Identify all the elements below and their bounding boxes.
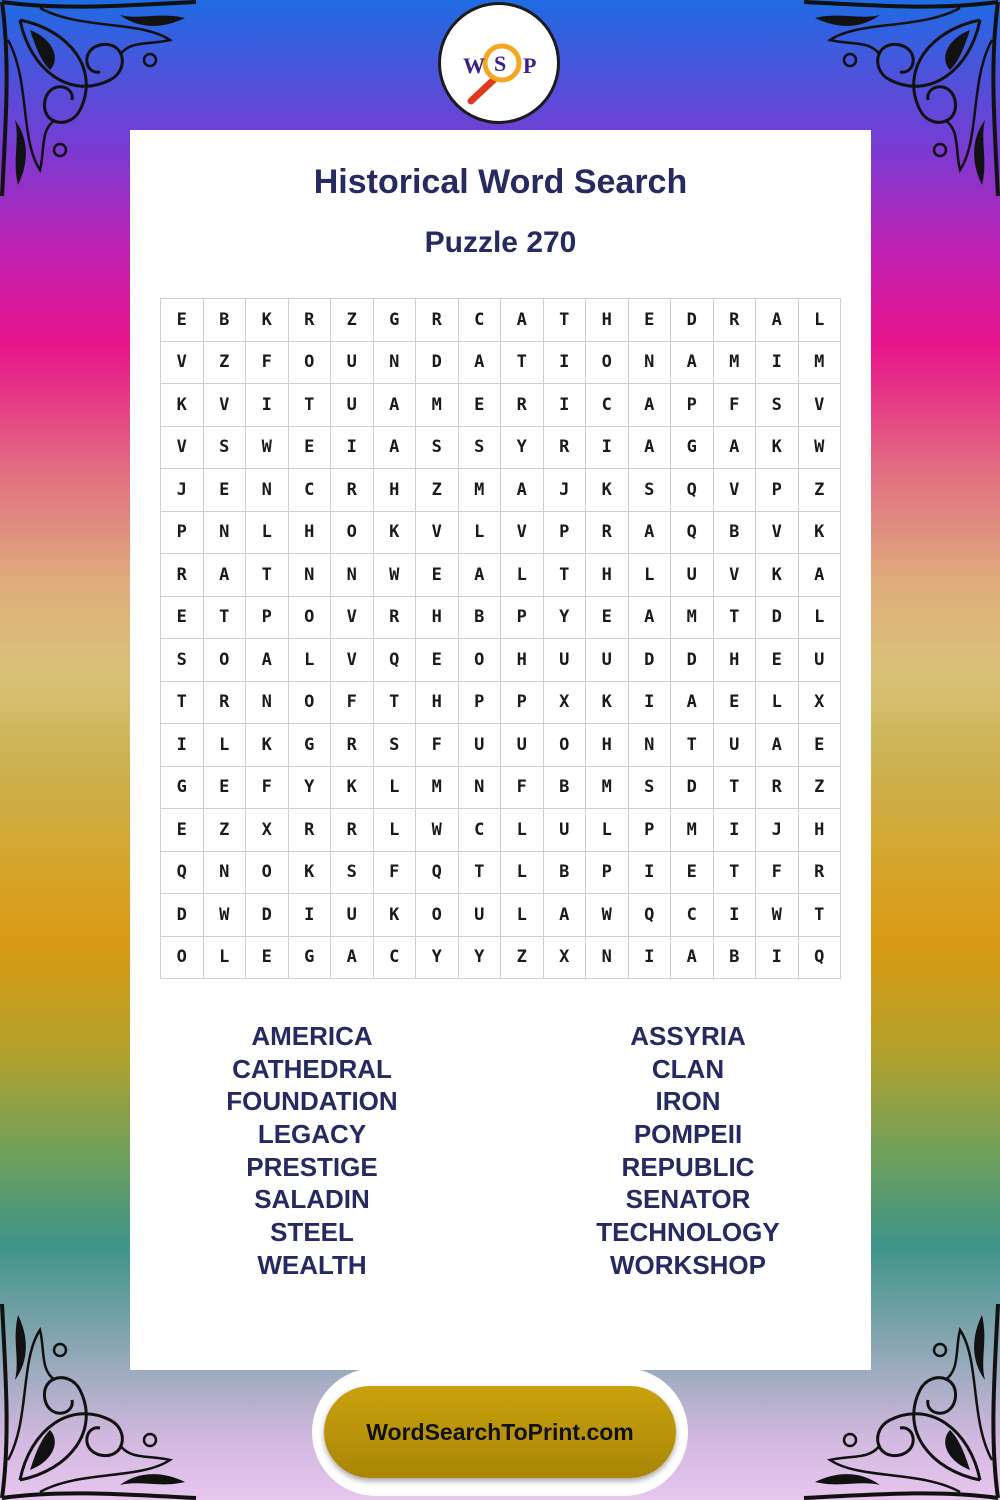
grid-cell[interactable]: V bbox=[713, 554, 756, 597]
grid-cell[interactable]: R bbox=[203, 681, 246, 724]
grid-cell[interactable]: E bbox=[203, 766, 246, 809]
grid-cell[interactable]: A bbox=[671, 341, 714, 384]
grid-cell[interactable]: N bbox=[203, 851, 246, 894]
grid-cell[interactable]: E bbox=[756, 639, 799, 682]
grid-cell[interactable]: K bbox=[373, 894, 416, 937]
grid-cell[interactable]: N bbox=[586, 936, 629, 979]
word-item: CATHEDRAL bbox=[232, 1053, 392, 1084]
grid-cell[interactable]: E bbox=[416, 554, 459, 597]
grid-cell[interactable]: I bbox=[628, 851, 671, 894]
grid-cell[interactable]: A bbox=[628, 426, 671, 469]
grid-cell[interactable]: H bbox=[586, 299, 629, 342]
grid-cell[interactable]: L bbox=[458, 511, 501, 554]
grid-cell[interactable]: B bbox=[458, 596, 501, 639]
grid-cell[interactable]: P bbox=[628, 809, 671, 852]
grid-cell[interactable]: L bbox=[373, 809, 416, 852]
puzzle-number: Puzzle 270 bbox=[424, 226, 577, 259]
grid-cell[interactable]: D bbox=[416, 341, 459, 384]
grid-cell[interactable]: M bbox=[671, 596, 714, 639]
grid-cell[interactable]: L bbox=[501, 851, 544, 894]
grid-cell[interactable]: U bbox=[543, 639, 586, 682]
grid-cell[interactable]: S bbox=[161, 639, 204, 682]
grid-cell[interactable]: J bbox=[543, 469, 586, 512]
grid-cell[interactable]: H bbox=[586, 554, 629, 597]
grid-row bbox=[161, 809, 841, 852]
grid-cell[interactable]: C bbox=[373, 936, 416, 979]
grid-cell[interactable]: O bbox=[203, 639, 246, 682]
grid-cell[interactable]: I bbox=[713, 894, 756, 937]
grid-cell[interactable]: W bbox=[203, 894, 246, 937]
grid-cell[interactable]: I bbox=[246, 384, 289, 427]
grid-cell[interactable]: P bbox=[161, 511, 204, 554]
grid-cell[interactable]: R bbox=[416, 299, 459, 342]
grid-cell[interactable]: X bbox=[246, 809, 289, 852]
grid-cell[interactable]: O bbox=[161, 936, 204, 979]
grid-cell[interactable]: M bbox=[671, 809, 714, 852]
grid-cell[interactable]: E bbox=[458, 384, 501, 427]
grid-cell[interactable]: K bbox=[586, 681, 629, 724]
word-item: FOUNDATION bbox=[226, 1086, 398, 1117]
grid-cell[interactable]: U bbox=[331, 384, 374, 427]
grid-cell[interactable]: L bbox=[798, 596, 841, 639]
grid-cell[interactable]: N bbox=[628, 341, 671, 384]
grid-cell[interactable]: T bbox=[713, 596, 756, 639]
grid-cell[interactable]: T bbox=[671, 724, 714, 767]
grid-cell[interactable]: L bbox=[501, 554, 544, 597]
grid-cell[interactable]: D bbox=[671, 299, 714, 342]
grid-cell[interactable]: W bbox=[798, 426, 841, 469]
puzzle-title: Historical Word Search bbox=[313, 163, 688, 201]
grid-cell[interactable]: O bbox=[331, 511, 374, 554]
grid-cell[interactable]: A bbox=[798, 554, 841, 597]
grid-cell[interactable]: H bbox=[586, 724, 629, 767]
grid-cell[interactable]: V bbox=[798, 384, 841, 427]
grid-cell[interactable]: M bbox=[416, 766, 459, 809]
grid-cell[interactable]: F bbox=[713, 384, 756, 427]
grid-cell[interactable]: F bbox=[331, 681, 374, 724]
grid-cell[interactable]: G bbox=[671, 426, 714, 469]
grid-cell[interactable]: A bbox=[458, 341, 501, 384]
grid-cell[interactable]: F bbox=[416, 724, 459, 767]
grid-cell[interactable]: Y bbox=[458, 936, 501, 979]
grid-cell[interactable]: E bbox=[628, 299, 671, 342]
grid-cell[interactable]: A bbox=[246, 639, 289, 682]
grid-cell[interactable]: D bbox=[756, 596, 799, 639]
grid-cell[interactable]: C bbox=[458, 299, 501, 342]
grid-cell[interactable]: H bbox=[798, 809, 841, 852]
grid-cell[interactable]: L bbox=[288, 639, 331, 682]
grid-cell[interactable]: L bbox=[586, 809, 629, 852]
grid-cell[interactable]: O bbox=[416, 894, 459, 937]
word-item: REPUBLIC bbox=[621, 1151, 755, 1182]
grid-cell[interactable]: N bbox=[203, 511, 246, 554]
grid-cell[interactable]: P bbox=[543, 511, 586, 554]
grid-cell[interactable]: R bbox=[331, 724, 374, 767]
grid-cell[interactable]: T bbox=[203, 596, 246, 639]
letter-grid bbox=[160, 298, 841, 979]
word-item: SENATOR bbox=[625, 1184, 751, 1215]
grid-cell[interactable]: E bbox=[246, 936, 289, 979]
grid-cell[interactable]: C bbox=[458, 809, 501, 852]
grid-cell[interactable]: E bbox=[288, 426, 331, 469]
grid-cell[interactable]: L bbox=[203, 936, 246, 979]
grid-cell[interactable]: P bbox=[586, 851, 629, 894]
grid-cell[interactable]: A bbox=[628, 384, 671, 427]
grid-cell[interactable]: P bbox=[501, 681, 544, 724]
grid-cell[interactable]: V bbox=[501, 511, 544, 554]
grid-cell[interactable]: K bbox=[586, 469, 629, 512]
grid-cell[interactable]: A bbox=[501, 469, 544, 512]
grid-cell[interactable]: S bbox=[628, 766, 671, 809]
grid-cell[interactable]: W bbox=[246, 426, 289, 469]
grid-cell[interactable]: M bbox=[458, 469, 501, 512]
grid-cell[interactable]: Q bbox=[671, 469, 714, 512]
grid-cell[interactable]: L bbox=[501, 809, 544, 852]
grid-cell[interactable]: K bbox=[246, 299, 289, 342]
grid-cell[interactable]: R bbox=[586, 511, 629, 554]
grid-cell[interactable]: S bbox=[628, 469, 671, 512]
grid-cell[interactable]: A bbox=[331, 936, 374, 979]
grid-cell[interactable]: U bbox=[458, 724, 501, 767]
grid-cell[interactable]: S bbox=[416, 426, 459, 469]
grid-cell[interactable]: E bbox=[203, 469, 246, 512]
grid-cell[interactable]: V bbox=[416, 511, 459, 554]
word-item: WORKSHOP bbox=[610, 1249, 766, 1280]
word-list-left bbox=[162, 1020, 462, 1282]
grid-cell[interactable]: Q bbox=[628, 894, 671, 937]
grid-cell[interactable]: L bbox=[246, 511, 289, 554]
word-list-right bbox=[538, 1020, 838, 1282]
grid-cell[interactable]: R bbox=[373, 596, 416, 639]
grid-cell[interactable]: U bbox=[501, 724, 544, 767]
magnifier-icon bbox=[441, 5, 557, 121]
grid-cell[interactable]: V bbox=[756, 511, 799, 554]
grid-cell[interactable]: I bbox=[586, 426, 629, 469]
grid-cell[interactable]: X bbox=[543, 681, 586, 724]
grid-cell[interactable]: P bbox=[501, 596, 544, 639]
grid-cell[interactable]: R bbox=[501, 384, 544, 427]
grid-cell[interactable]: T bbox=[458, 851, 501, 894]
logo-letter-p: P bbox=[523, 53, 537, 78]
grid-cell[interactable]: F bbox=[373, 851, 416, 894]
word-item: PRESTIGE bbox=[246, 1151, 378, 1182]
grid-cell[interactable]: H bbox=[416, 681, 459, 724]
word-item: ASSYRIA bbox=[630, 1021, 746, 1051]
grid-cell[interactable]: T bbox=[713, 766, 756, 809]
grid-cell[interactable]: A bbox=[373, 384, 416, 427]
grid-cell[interactable]: W bbox=[373, 554, 416, 597]
grid-cell[interactable]: R bbox=[288, 809, 331, 852]
word-item: WEALTH bbox=[257, 1249, 367, 1280]
grid-cell[interactable]: Y bbox=[501, 426, 544, 469]
grid-cell[interactable]: A bbox=[671, 681, 714, 724]
grid-cell[interactable]: F bbox=[246, 341, 289, 384]
grid-row bbox=[161, 596, 841, 639]
grid-cell[interactable]: U bbox=[543, 809, 586, 852]
grid-cell[interactable]: A bbox=[713, 426, 756, 469]
grid-cell[interactable]: R bbox=[543, 426, 586, 469]
grid-cell[interactable]: J bbox=[756, 809, 799, 852]
grid-cell[interactable]: K bbox=[246, 724, 289, 767]
grid-cell[interactable]: N bbox=[246, 681, 289, 724]
word-item: POMPEII bbox=[633, 1119, 743, 1150]
grid-cell[interactable]: G bbox=[288, 936, 331, 979]
grid-cell[interactable]: D bbox=[628, 639, 671, 682]
grid-cell[interactable]: D bbox=[246, 894, 289, 937]
grid-row bbox=[161, 554, 841, 597]
grid-cell[interactable]: Q bbox=[373, 639, 416, 682]
grid-cell[interactable]: V bbox=[161, 341, 204, 384]
grid-row bbox=[161, 894, 841, 937]
grid-cell[interactable]: R bbox=[161, 554, 204, 597]
grid-cell[interactable]: O bbox=[543, 724, 586, 767]
grid-cell[interactable]: K bbox=[756, 554, 799, 597]
grid-cell[interactable]: P bbox=[756, 469, 799, 512]
grid-cell[interactable]: D bbox=[671, 766, 714, 809]
logo-letter-w: W bbox=[463, 53, 485, 78]
grid-cell[interactable]: P bbox=[671, 384, 714, 427]
grid-cell[interactable]: R bbox=[331, 809, 374, 852]
grid-cell[interactable]: H bbox=[501, 639, 544, 682]
grid-cell[interactable]: G bbox=[288, 724, 331, 767]
grid-cell[interactable]: A bbox=[458, 554, 501, 597]
website-link-button[interactable]: WordSearchToPrint.com bbox=[324, 1386, 676, 1478]
grid-cell[interactable]: T bbox=[288, 384, 331, 427]
grid-cell[interactable]: F bbox=[756, 851, 799, 894]
word-item: TECHNOLOGY bbox=[596, 1217, 780, 1248]
grid-cell[interactable]: U bbox=[331, 894, 374, 937]
grid-cell[interactable]: R bbox=[331, 469, 374, 512]
grid-cell[interactable]: H bbox=[713, 639, 756, 682]
grid-cell[interactable]: A bbox=[628, 596, 671, 639]
grid-cell[interactable]: A bbox=[543, 894, 586, 937]
grid-cell[interactable]: R bbox=[798, 851, 841, 894]
grid-cell[interactable]: E bbox=[798, 724, 841, 767]
grid-cell[interactable]: A bbox=[671, 936, 714, 979]
grid-cell[interactable]: A bbox=[628, 511, 671, 554]
grid-cell[interactable]: V bbox=[203, 384, 246, 427]
grid-cell[interactable]: E bbox=[713, 681, 756, 724]
grid-cell[interactable]: M bbox=[798, 341, 841, 384]
grid-cell[interactable]: U bbox=[798, 639, 841, 682]
grid-cell[interactable]: N bbox=[628, 724, 671, 767]
grid-cell[interactable]: E bbox=[671, 851, 714, 894]
grid-cell[interactable]: I bbox=[628, 681, 671, 724]
grid-row bbox=[161, 426, 841, 469]
grid-cell[interactable]: E bbox=[416, 639, 459, 682]
grid-cell[interactable]: Y bbox=[288, 766, 331, 809]
grid-cell[interactable]: S bbox=[373, 724, 416, 767]
grid-cell[interactable]: W bbox=[416, 809, 459, 852]
grid-row bbox=[161, 341, 841, 384]
grid-cell[interactable]: S bbox=[458, 426, 501, 469]
grid-cell[interactable]: V bbox=[331, 639, 374, 682]
grid-cell[interactable]: N bbox=[373, 341, 416, 384]
grid-row bbox=[161, 384, 841, 427]
grid-cell[interactable]: I bbox=[331, 426, 374, 469]
grid-row bbox=[161, 511, 841, 554]
grid-cell[interactable]: M bbox=[586, 766, 629, 809]
word-item: STEEL bbox=[270, 1217, 354, 1248]
grid-row bbox=[161, 299, 841, 342]
grid-cell[interactable]: A bbox=[501, 299, 544, 342]
grid-cell[interactable]: T bbox=[798, 894, 841, 937]
grid-cell[interactable]: U bbox=[458, 894, 501, 937]
grid-cell[interactable]: S bbox=[331, 851, 374, 894]
grid-cell[interactable]: F bbox=[246, 766, 289, 809]
grid-cell[interactable]: L bbox=[798, 299, 841, 342]
grid-cell[interactable]: E bbox=[161, 809, 204, 852]
grid-cell[interactable]: V bbox=[161, 426, 204, 469]
grid-cell[interactable]: O bbox=[288, 596, 331, 639]
grid-cell[interactable]: W bbox=[756, 894, 799, 937]
word-item: LEGACY bbox=[257, 1119, 367, 1150]
grid-cell[interactable]: Z bbox=[331, 299, 374, 342]
word-item: AMERICA bbox=[251, 1021, 373, 1051]
grid-cell[interactable]: I bbox=[543, 341, 586, 384]
grid-cell[interactable]: I bbox=[543, 384, 586, 427]
grid-row bbox=[161, 681, 841, 724]
grid-cell[interactable]: T bbox=[161, 681, 204, 724]
grid-cell[interactable]: I bbox=[628, 936, 671, 979]
grid-cell[interactable]: I bbox=[713, 809, 756, 852]
grid-cell[interactable]: O bbox=[288, 341, 331, 384]
grid-cell[interactable]: X bbox=[543, 936, 586, 979]
grid-cell[interactable]: J bbox=[161, 469, 204, 512]
grid-cell[interactable]: B bbox=[543, 766, 586, 809]
grid-cell[interactable]: U bbox=[671, 554, 714, 597]
grid-cell[interactable]: E bbox=[586, 596, 629, 639]
grid-cell[interactable]: X bbox=[798, 681, 841, 724]
grid-cell[interactable]: G bbox=[373, 299, 416, 342]
word-item: SALADIN bbox=[254, 1184, 370, 1215]
grid-cell[interactable]: L bbox=[373, 766, 416, 809]
grid-cell[interactable]: F bbox=[501, 766, 544, 809]
grid-row bbox=[161, 766, 841, 809]
grid-cell[interactable]: B bbox=[713, 936, 756, 979]
grid-cell[interactable]: D bbox=[671, 639, 714, 682]
grid-cell[interactable]: U bbox=[713, 724, 756, 767]
grid-cell[interactable]: L bbox=[501, 894, 544, 937]
wsp-logo bbox=[438, 2, 560, 124]
grid-cell[interactable]: Z bbox=[203, 809, 246, 852]
grid-cell[interactable]: A bbox=[756, 724, 799, 767]
grid-cell[interactable]: Q bbox=[798, 936, 841, 979]
grid-cell[interactable]: Y bbox=[416, 936, 459, 979]
grid-cell[interactable]: T bbox=[543, 554, 586, 597]
logo-letter-s: S bbox=[494, 51, 507, 76]
grid-cell[interactable]: K bbox=[756, 426, 799, 469]
word-item: IRON bbox=[655, 1086, 721, 1117]
grid-cell[interactable]: G bbox=[161, 766, 204, 809]
grid-cell[interactable]: I bbox=[756, 936, 799, 979]
grid-cell[interactable]: Z bbox=[203, 341, 246, 384]
grid-cell[interactable]: T bbox=[373, 681, 416, 724]
grid-row bbox=[161, 639, 841, 682]
grid-cell[interactable]: O bbox=[246, 851, 289, 894]
grid-cell[interactable]: Z bbox=[501, 936, 544, 979]
grid-row bbox=[161, 724, 841, 767]
grid-cell[interactable]: P bbox=[458, 681, 501, 724]
grid-cell[interactable]: A bbox=[373, 426, 416, 469]
grid-cell[interactable]: H bbox=[373, 469, 416, 512]
grid-cell[interactable]: K bbox=[288, 851, 331, 894]
grid-cell[interactable]: U bbox=[331, 341, 374, 384]
grid-cell[interactable]: K bbox=[798, 511, 841, 554]
grid-cell[interactable]: S bbox=[203, 426, 246, 469]
grid-cell[interactable]: L bbox=[203, 724, 246, 767]
grid-cell[interactable]: E bbox=[161, 596, 204, 639]
grid-cell[interactable]: M bbox=[713, 341, 756, 384]
grid-cell[interactable]: H bbox=[288, 511, 331, 554]
grid-cell[interactable]: R bbox=[288, 299, 331, 342]
grid-cell[interactable]: O bbox=[458, 639, 501, 682]
grid-cell[interactable]: O bbox=[586, 341, 629, 384]
grid-cell[interactable]: L bbox=[756, 681, 799, 724]
grid-cell[interactable]: N bbox=[331, 554, 374, 597]
grid-cell[interactable]: Y bbox=[543, 596, 586, 639]
grid-cell[interactable]: I bbox=[756, 341, 799, 384]
grid-cell[interactable]: B bbox=[543, 851, 586, 894]
grid-cell[interactable]: U bbox=[586, 639, 629, 682]
grid-cell[interactable]: N bbox=[458, 766, 501, 809]
grid-cell[interactable]: T bbox=[246, 554, 289, 597]
grid-cell[interactable]: Q bbox=[671, 511, 714, 554]
grid-cell[interactable]: Z bbox=[798, 766, 841, 809]
grid-cell[interactable]: B bbox=[203, 299, 246, 342]
grid-cell[interactable]: Z bbox=[416, 469, 459, 512]
grid-cell[interactable]: T bbox=[713, 851, 756, 894]
grid-cell[interactable]: C bbox=[586, 384, 629, 427]
grid-cell[interactable]: Q bbox=[416, 851, 459, 894]
grid-cell[interactable]: N bbox=[288, 554, 331, 597]
grid-cell[interactable]: C bbox=[671, 894, 714, 937]
grid-cell[interactable]: V bbox=[331, 596, 374, 639]
grid-cell[interactable]: R bbox=[756, 766, 799, 809]
grid-cell[interactable]: V bbox=[713, 469, 756, 512]
grid-cell[interactable]: L bbox=[628, 554, 671, 597]
grid-cell[interactable]: M bbox=[416, 384, 459, 427]
grid-cell[interactable]: W bbox=[586, 894, 629, 937]
grid-cell[interactable]: E bbox=[161, 299, 204, 342]
grid-cell[interactable]: K bbox=[161, 384, 204, 427]
grid-cell[interactable]: N bbox=[246, 469, 289, 512]
grid-cell[interactable]: I bbox=[161, 724, 204, 767]
grid-cell[interactable]: B bbox=[713, 511, 756, 554]
grid-cell[interactable]: S bbox=[756, 384, 799, 427]
grid-cell[interactable]: T bbox=[501, 341, 544, 384]
grid-row bbox=[161, 936, 841, 979]
grid-cell[interactable]: P bbox=[246, 596, 289, 639]
grid-cell[interactable]: K bbox=[373, 511, 416, 554]
grid-cell[interactable]: A bbox=[203, 554, 246, 597]
grid-cell[interactable]: I bbox=[288, 894, 331, 937]
grid-cell[interactable]: H bbox=[416, 596, 459, 639]
grid-cell[interactable]: C bbox=[288, 469, 331, 512]
grid-cell[interactable]: K bbox=[331, 766, 374, 809]
grid-row bbox=[161, 469, 841, 512]
grid-cell[interactable]: T bbox=[543, 299, 586, 342]
grid-cell[interactable]: O bbox=[288, 681, 331, 724]
grid-cell[interactable]: R bbox=[713, 299, 756, 342]
grid-row bbox=[161, 851, 841, 894]
grid-cell[interactable]: D bbox=[161, 894, 204, 937]
grid-cell[interactable]: A bbox=[756, 299, 799, 342]
grid-cell[interactable]: Z bbox=[798, 469, 841, 512]
grid-cell[interactable]: Q bbox=[161, 851, 204, 894]
word-item: CLAN bbox=[651, 1053, 725, 1084]
